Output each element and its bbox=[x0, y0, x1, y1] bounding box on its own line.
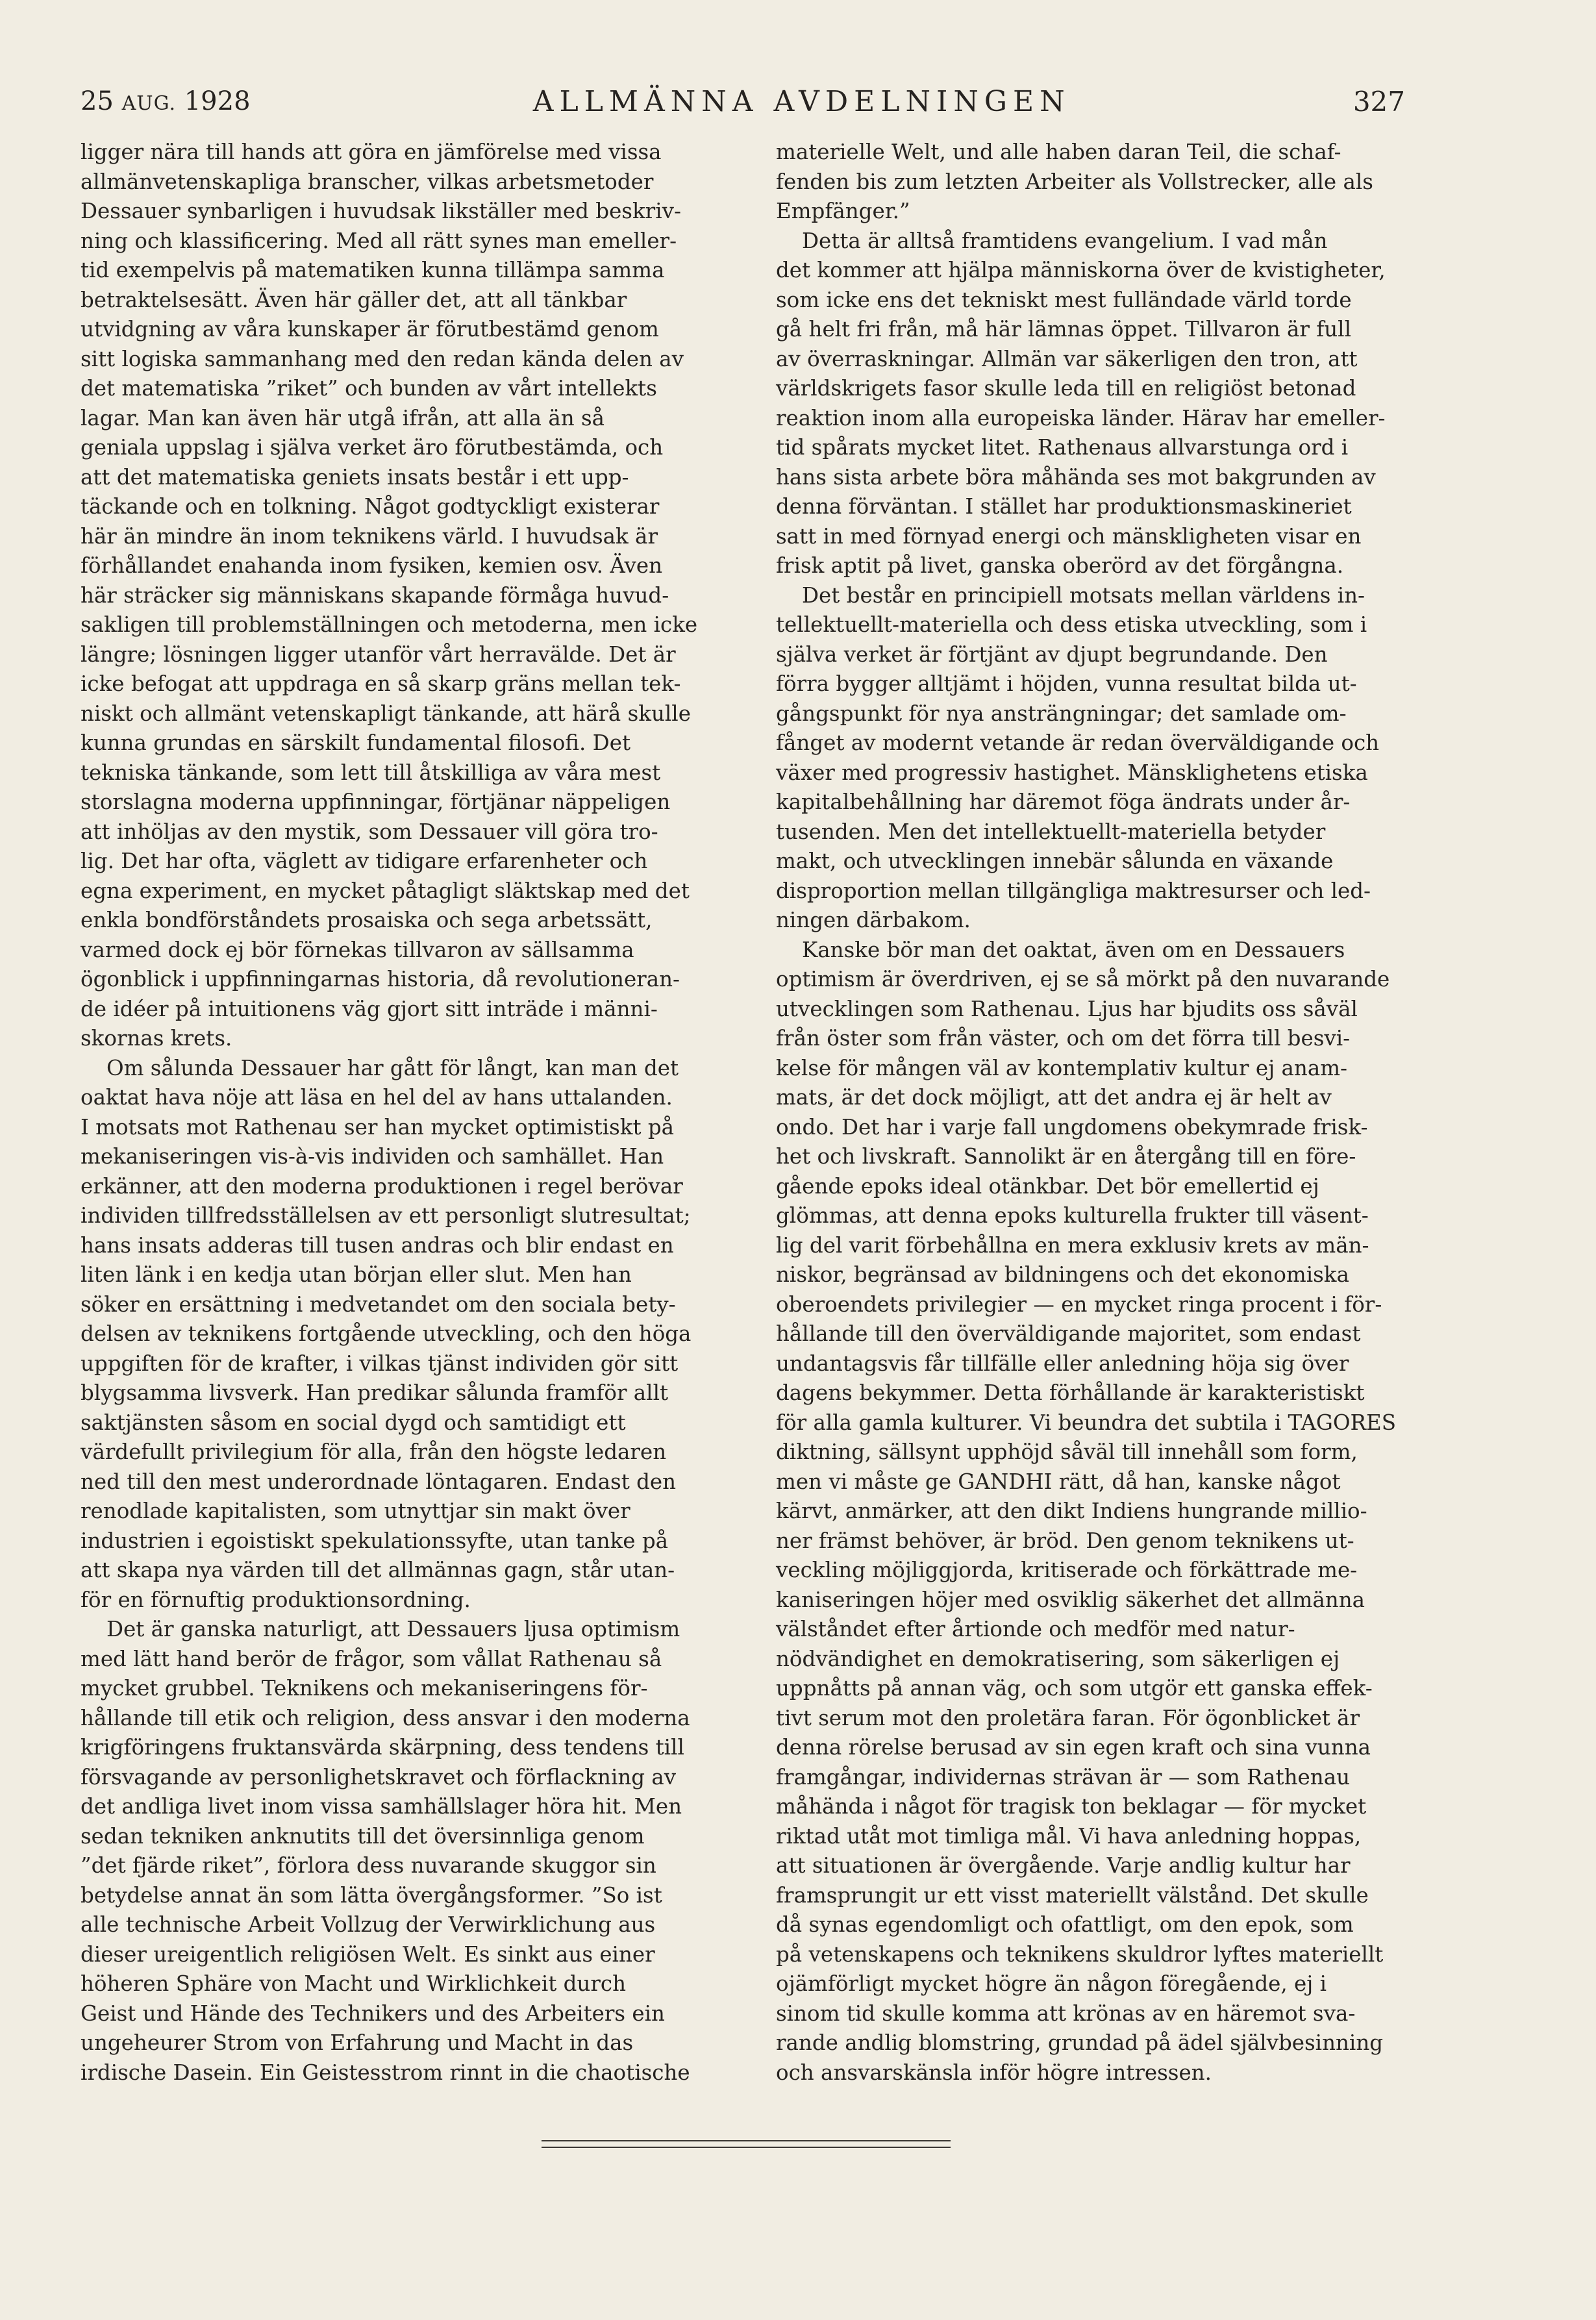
paragraph: Kanske bör man det oaktat, även om en Dessauers optimism är överdriven, ej se så mörkt på den nuvarande utvecklingen som Rathenau. Ljus har bjudits oss såväl från öster som från väster, och om det förra till besvi- kelse för mången väl av kontemplativ kultur ej anam- mats, är det dock möjligt, att det andra ej är helt av ondo. Det har i varje fall ungdomens obekymrade frisk- het och livskraft. Sannolikt är en återgång till en före- gående epoks ideal otänkbar. Det bör emellertid ej glömmas, att denna epoks kulturella frukter till väsent- lig del varit förbehållna en mera exklusiv krets av män- niskor, begränsad av bildningens och det ekonomiska oberoendets privilegier — en mycket ringa procent i för- hållande till den överväldigande majoritet, som endast undantagsvis får tillfälle eller anledning höja sig över dagens bekymmer. Detta förhållande är karakteristiskt för alla gamla kulturer. Vi beundra det subtila i TAGORES diktning, sällsynt upphöjd såväl till innehåll som form, men vi måste ge GANDHI rätt, då han, kanske något kärvt, anmärker, att den dikt Indiens hungrande millio- ner främst behöver, är bröd. Den genom teknikens ut- veckling möjliggjorda, kritiserade och förkättrade me- kaniseringen höjer med osviklig säkerhet det allmänna välståndet efter årtionde och medför med natur- nödvändighet en demokratisering, som säkerligen ej uppnåtts på annan väg, och som utgör ett ganska effek- tivt serum mot den proletära faran. För ögonblicket är denna rörelse berusad av sin egen kraft och sina vunna framgångar, individernas strävan är — som Rathenau måhända i något för tragisk ton beklagar — för mycket riktad utåt mot timliga mål. Vi hava anledning hoppas, att situationen är övergående. Varje andlig kultur har framsprungit ur ett visst materiellt välstånd. Det skulle då synas egendomligt och ofattligt, om den epok, som på vetenskapens och teknikens skuldror lyftes materiellt ojämförligt mycket högre än någon föregående, ej i sinom tid skulle komma att krönas av en häremot sva- rande andlig blomstring, grundad på ädel självbesinning och ansvarskänsla inför högre intressen. bbox=[776, 937, 1396, 2085]
paragraph: Om sålunda Dessauer har gått för långt, kan man det oaktat hava nöje att läsa en hel del av hans uttalanden. I motsats mot Rathenau ser han mycket optimistiskt på mekaniseringen vis-à-vis individen och samhället. Han erkänner, att den moderna produktionen i regel berövar individen tillfredsställelsen av ett personligt slutresultat; hans insats adderas till tusen andras och blir endast en liten länk i en kedja utan början eller slut. Men han söker en ersättning i medvetandet om den sociala bety- delsen av teknikens fortgående utveckling, och den höga uppgiften för de krafter, i vilkas tjänst individen gör sitt blygsamma livsverk. Han predikar sålunda framför allt saktjänsten såsom en social dygd och samtidigt ett värdefullt privilegium för alla, från den högste ledaren ned till den mest underordnade löntagaren. Endast den renodlade kapitalisten, som utnyttjar sin makt över industrien i egoistiskt spekulationssyfte, utan tanke på att skapa nya värden till det allmännas gagn, står utan- för en förnuftig produktionsordning. bbox=[81, 1055, 692, 1612]
paragraph: Det är ganska naturligt, att Dessauers ljusa optimism med lätt hand berör de frågor, som vållat Rathenau så mycket grubbel. Teknikens och mekaniseringens för- hållande till etik och religion, dess ansvar i den moderna krigföringens fruktansvärda skärpning, dess tendens till försvagande av personlighetskravet och förflackning av det andliga livet inom vissa samhällslager höra hit. Men sedan tekniken anknutits till det översinnliga genom ”det fjärde riket”, förlora dess nuvarande skuggor sin betydelse annat än som lätta övergångsformer. ”So ist alle technische Arbeit Vollzug der Verwirklichung aus dieser ureigentlich religiösen Welt. Es sinkt aus einer höheren Sphäre von Macht und Wirklichkeit durch Geist und Hände des Technikers und des Arbeiters ein ungeheurer Strom von Erfahrung und Macht in das irdische Dasein. Ein Geistesstrom rinnt in die chaotische bbox=[81, 1617, 690, 2085]
paragraph: materielle Welt, und alle haben daran Teil, die schaf- fenden bis zum letzten Arbeiter als Vollstrecker, alle als Empfänger.” bbox=[776, 140, 1373, 223]
section-title: ALLMÄNNA AVDELNINGEN bbox=[532, 84, 1071, 118]
paragraph: ligger nära till hands att göra en jämförelse med vissa allmänvetenskapliga branscher, vilkas arbetsmetoder Dessauer synbarligen i huvudsak likställer med beskriv- ning och klassificering. Med all rätt synes man emeller- tid exempelvis på matematiken kunna tillämpa samma betraktelsesätt. Även här gäller det, att all tänkbar utvidgning av våra kunskaper är förutbestämd genom sitt logiska sammanhang med den redan kända delen av det matematiska ”riket” och bunden av vårt intellekts lagar. Man kan även här utgå ifrån, att alla än så geniala uppslag i själva verket äro förutbestämda, och att det matematiska geniets insats består i ett upp- täckande och en tolkning. Något godtyckligt existerar här än mindre än inom teknikens värld. I huvudsak är förhållandet enahanda inom fysiken, kemien osv. Även här sträcker sig människans skapande förmåga huvud- sakligen till problemställningen och metoderna, men icke längre; lösningen ligger utanför vårt herravälde. Det är icke befogat att uppdraga en så skarp gräns mellan tek- niskt och allmänt vetenskapligt tänkande, att härå skulle kunna grundas en särskilt fundamental filosofi. Det tekniska tänkande, som lett till åtskilliga av våra mest storslagna moderna uppfinningar, förtjänar näppeligen att inhöljas av den mystik, som Dessauer vill göra tro- lig. Det har ofta, väglett av tidigare erfarenheter och egna experiment, en mycket påtagligt släktskap med det enkla bondförståndets prosaiska och sega arbetssätt, varmed dock ej bör förnekas tillvaron av sällsamma ögonblick i uppfinningarnas historia, då revolutioneran- de idéer på intuitionens väg gjort sitt inträde i männi- skornas krets. bbox=[81, 140, 698, 1051]
issue-date bbox=[81, 86, 251, 116]
date-day: 25 bbox=[81, 86, 114, 116]
date-month: AUG. bbox=[121, 92, 177, 115]
page-number: 327 bbox=[1353, 85, 1405, 118]
paragraph: Det består en principiell motsats mellan världens in- tellektuellt-materiella och dess etiska utveckling, som i själva verket är förtjänt av djupt begrundande. Den förra bygger alltjämt i höjden, vunna resultat bilda ut- gångspunkt för nya ansträngningar; det samlade om- fånget av modernt vetande är redan överväldigande och växer med progressiv hastighet. Mänsklighetens etiska kapitalbehållning har däremot föga ändrats under år- tusenden. Men det intellektuellt-materiella betyder makt, och utvecklingen innebär sålunda en växande disproportion mellan tillgängliga maktresurser och led- ningen därbakom. bbox=[776, 582, 1380, 932]
paragraph: Detta är alltså framtidens evangelium. I vad mån det kommer att hjälpa människorna över de kvistigheter, som icke ens det tekniskt mest fulländade värld torde gå helt fri från, må här lämnas öppet. Tillvaron är full av överraskningar. Allmän var säkerligen den tron, att världskrigets fasor skulle leda till en religiöst betonad reaktion inom alla europeiska länder. Härav har emeller- tid spårats mycket litet. Rathenaus allvarstunga ord i hans sista arbete böra måhända ses mot bakgrunden av denna förväntan. I stället har produktionsmaskineriet satt in med förnyad energi och mänskligheten visar en frisk aptit på livet, ganska oberörd av det förgångna. bbox=[776, 228, 1386, 578]
page-header bbox=[81, 77, 1405, 126]
right-column bbox=[776, 138, 1443, 2088]
date-year: 1928 bbox=[184, 86, 251, 116]
end-rule-bottom bbox=[542, 2147, 951, 2148]
left-column bbox=[81, 138, 743, 2088]
end-rule-top bbox=[542, 2140, 951, 2141]
